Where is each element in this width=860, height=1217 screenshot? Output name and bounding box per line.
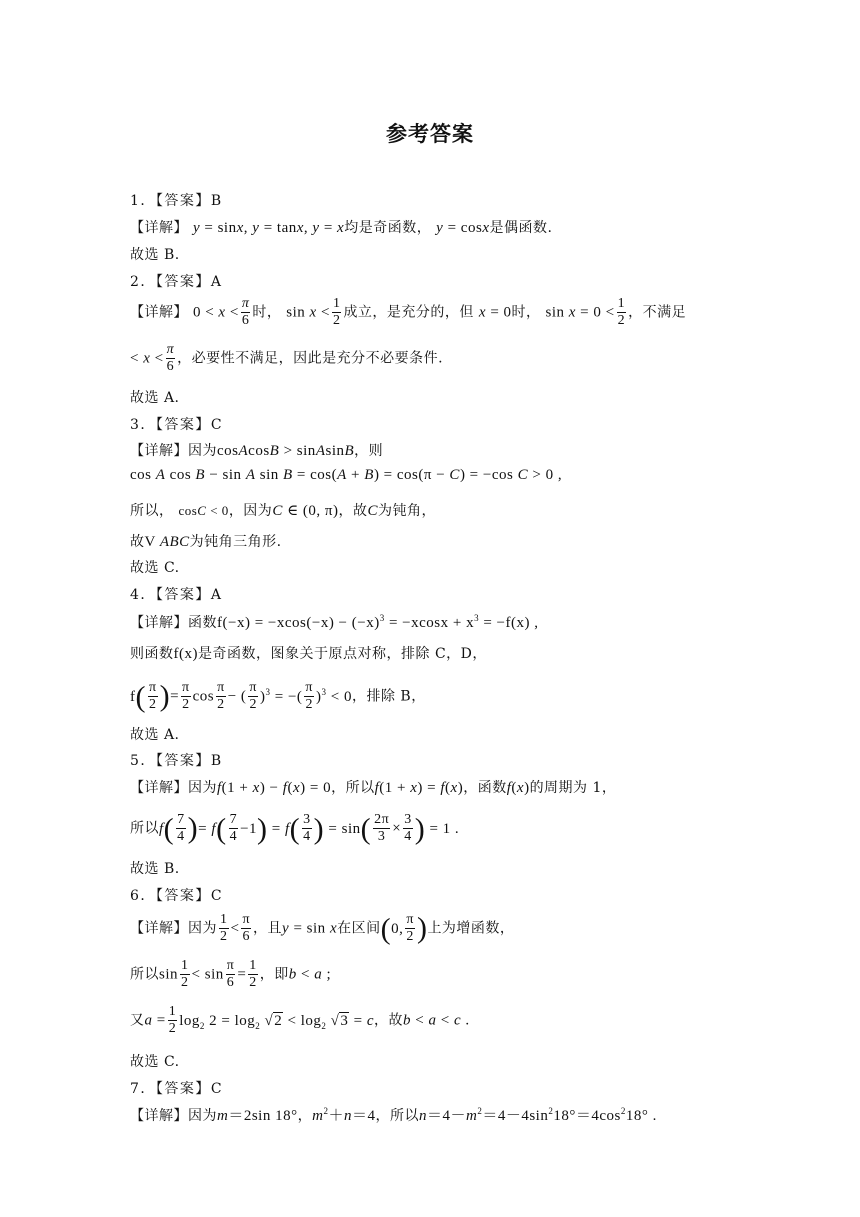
paren: )	[159, 679, 171, 713]
text: 所以	[130, 820, 159, 837]
paren: )	[416, 911, 428, 945]
math-expression: f(1 + x) − f(x) = 0	[217, 780, 332, 796]
q2-answer: 2．【答案】A	[130, 274, 223, 290]
detail-label: 【详解】	[130, 220, 188, 236]
math-expression: C	[367, 503, 379, 519]
math-expression: = f(	[198, 812, 227, 846]
math-expression: cosC < 0	[178, 503, 229, 518]
math-expression: ) = 1 .	[414, 812, 460, 846]
text: ，所以	[331, 780, 375, 796]
text: ，必要性不满足，因此是充分不必要条件.	[177, 350, 444, 367]
math-expression: < x <	[130, 350, 164, 367]
q5-pick: 故选 B.	[130, 861, 180, 877]
q4-pick: 故选 A.	[130, 727, 180, 743]
text: 上为增函数，	[427, 920, 515, 937]
math-expression: cos A cos B − sin A sin B = cos(A + B) = cos(π − C) = −cos C > 0 ,	[130, 467, 563, 483]
detail-label: 【详解】因为	[130, 780, 217, 796]
q3-equation	[130, 467, 562, 484]
math-expression: x = 0	[478, 304, 512, 321]
text: 为钝角三角形.	[189, 534, 282, 550]
detail-label: 【详解】函数	[130, 615, 217, 631]
math-expression: )$^3$ = −(	[260, 686, 303, 705]
fraction: $\frac{1}{2}$	[181, 958, 189, 990]
fraction: $\frac{3}{4}$	[404, 812, 412, 844]
fraction: $\frac{3}{4}$	[303, 812, 311, 844]
detail-label: 【详解】	[130, 304, 188, 321]
fraction: $\frac{\pi}{2}$	[406, 912, 414, 944]
math-expression: <	[230, 920, 240, 937]
text: 是偶函数.	[489, 220, 553, 236]
text: 则函数	[130, 646, 174, 662]
text: ，即	[259, 966, 289, 983]
text: ，	[297, 1108, 313, 1124]
detail-label: 【详解】因为	[130, 920, 217, 937]
math-expression: f(x)	[506, 780, 530, 796]
fraction: $\frac{1}{2}$	[168, 1004, 177, 1036]
q1-detail	[130, 217, 552, 237]
math-expression: ) = sin(	[313, 812, 372, 846]
text: ，因为	[228, 503, 273, 519]
q7-answer: 7．【答案】C	[130, 1081, 224, 1097]
text: 均是奇函数，	[344, 220, 432, 236]
fraction: $\frac{\pi}{6}$	[241, 296, 250, 328]
text: ，不满足	[628, 304, 687, 321]
fraction: $\frac{\pi}{6}$	[226, 958, 235, 990]
math-expression: sin x <	[286, 304, 330, 321]
math-expression: f(x)	[173, 646, 198, 662]
q3-detail-2	[130, 500, 436, 520]
q5-answer: 5．【答案】B	[130, 753, 223, 769]
math-expression: $\log_2 2 = \log_2 √2 < \log_2 √3 = c$	[179, 1012, 375, 1031]
math-expression: )$^3$ < 0	[316, 686, 352, 705]
text: 成立，是充分的，但	[343, 304, 474, 321]
math-expression: $n=4-m^2=4-4\sin^218^\circ=4\cos^218^\circ$ .	[418, 1106, 657, 1124]
q6-answer: 6．【答案】C	[130, 888, 224, 904]
text: 为钝角，	[378, 503, 437, 519]
fraction: $\frac{\pi}{6}$	[166, 342, 175, 374]
q4-detail-2	[130, 643, 487, 663]
math-expression: $f(-x) = -xcos(-x) - (-x)^3 = -xcosx + x^3 = -f(x)$ ,	[217, 613, 539, 631]
fraction: $\frac{7}{4}$	[229, 812, 238, 844]
fraction: $\frac{1}{2}$	[332, 296, 341, 328]
fraction: $\frac{\pi}{2}$	[149, 680, 157, 712]
q3-detail	[130, 440, 383, 460]
q5-detail-2	[130, 812, 459, 845]
math-expression: $m^2+n=4$	[312, 1106, 376, 1124]
text: 的周期为 1，	[529, 780, 617, 796]
math-expression: < sin	[191, 966, 224, 983]
text: ，故	[374, 1012, 404, 1029]
math-expression: cos	[192, 688, 215, 705]
fraction: $\frac{1}{2}$	[249, 958, 257, 990]
q6-detail-2	[130, 958, 331, 991]
math-expression: =	[237, 966, 247, 983]
fraction: $\frac{2\pi}{3}$	[374, 812, 390, 844]
paren: )	[187, 811, 199, 845]
detail-label: 【详解】因为	[130, 1108, 217, 1124]
q7-detail	[130, 1104, 657, 1125]
text: 故	[130, 534, 145, 550]
text: ，且	[253, 920, 283, 937]
text: ，所以	[375, 1108, 419, 1124]
math-expression: y = sinx, y = tanx, y = x	[192, 220, 345, 236]
detail-label: 【详解】因为	[130, 443, 217, 459]
fraction: $\frac{\pi}{2}$	[182, 680, 190, 712]
math-expression: f(	[130, 680, 146, 714]
fraction: $\frac{\pi}{2}$	[217, 680, 225, 712]
fraction: $\frac{\pi}{2}$	[249, 680, 257, 712]
q4-detail	[130, 612, 539, 632]
q6-detail	[130, 912, 514, 945]
math-expression: cosAcosB > sinAsinB	[217, 443, 355, 459]
math-expression: b < a ;	[288, 966, 332, 983]
text: 又	[130, 1012, 145, 1029]
text: ，则	[354, 443, 384, 459]
math-expression: −1) = f(	[240, 812, 301, 846]
math-expression: f(1 + x) = f(x)	[374, 780, 464, 796]
text: ，故	[338, 503, 368, 519]
math-expression: 0 < x <	[192, 304, 239, 321]
text: ，函数	[463, 780, 507, 796]
math-expression: b < a < c .	[403, 1012, 470, 1029]
text: 时，	[511, 304, 541, 321]
fraction: $\frac{\pi}{2}$	[305, 680, 313, 712]
q3-pick: 故选 C.	[130, 560, 180, 576]
fraction: $\frac{1}{2}$	[617, 296, 626, 328]
math-expression: (0,	[380, 912, 404, 946]
text: 是奇函数，图象关于原点对称，排除 C，D，	[198, 646, 487, 662]
text: 所以	[130, 966, 159, 983]
math-expression: y = sin x	[282, 920, 338, 937]
q4-answer: 4．【答案】A	[130, 587, 223, 603]
math-expression: m＝2sin 18°	[217, 1108, 298, 1124]
page-title: 参考答案	[386, 122, 474, 146]
fraction: $\frac{7}{4}$	[177, 812, 185, 844]
math-expression: =	[170, 688, 180, 705]
q2-detail	[130, 296, 686, 329]
q3-detail-3	[130, 531, 282, 551]
q5-detail	[130, 777, 616, 797]
q4-detail-3	[130, 680, 426, 713]
q1-answer: 1．【答案】B	[130, 193, 223, 209]
math-expression: sin	[159, 966, 179, 983]
q6-detail-3	[130, 1004, 470, 1037]
text: 在区间	[337, 920, 381, 937]
q2-pick: 故选 A.	[130, 390, 180, 406]
fraction: $\frac{1}{2}$	[220, 912, 228, 944]
math-expression: a =	[144, 1012, 166, 1029]
text: 时，	[252, 304, 282, 321]
math-expression: y = cosx	[436, 220, 490, 236]
q2-detail-cont	[130, 342, 443, 375]
math-expression: f(	[159, 812, 175, 846]
math-expression: C ∈ (0, π)	[272, 503, 339, 519]
text: 所以，	[130, 503, 174, 519]
q6-pick: 故选 C.	[130, 1054, 180, 1070]
math-expression: − (	[227, 688, 247, 705]
q1-pick: 故选 B.	[130, 247, 180, 263]
q3-answer: 3．【答案】C	[130, 417, 224, 433]
fraction: $\frac{\pi}{6}$	[242, 912, 251, 944]
math-expression: ×	[392, 820, 402, 837]
math-expression: sin x = 0 <	[545, 304, 615, 321]
math-expression: V ABC	[144, 534, 190, 550]
text: ，排除 B，	[351, 688, 426, 705]
